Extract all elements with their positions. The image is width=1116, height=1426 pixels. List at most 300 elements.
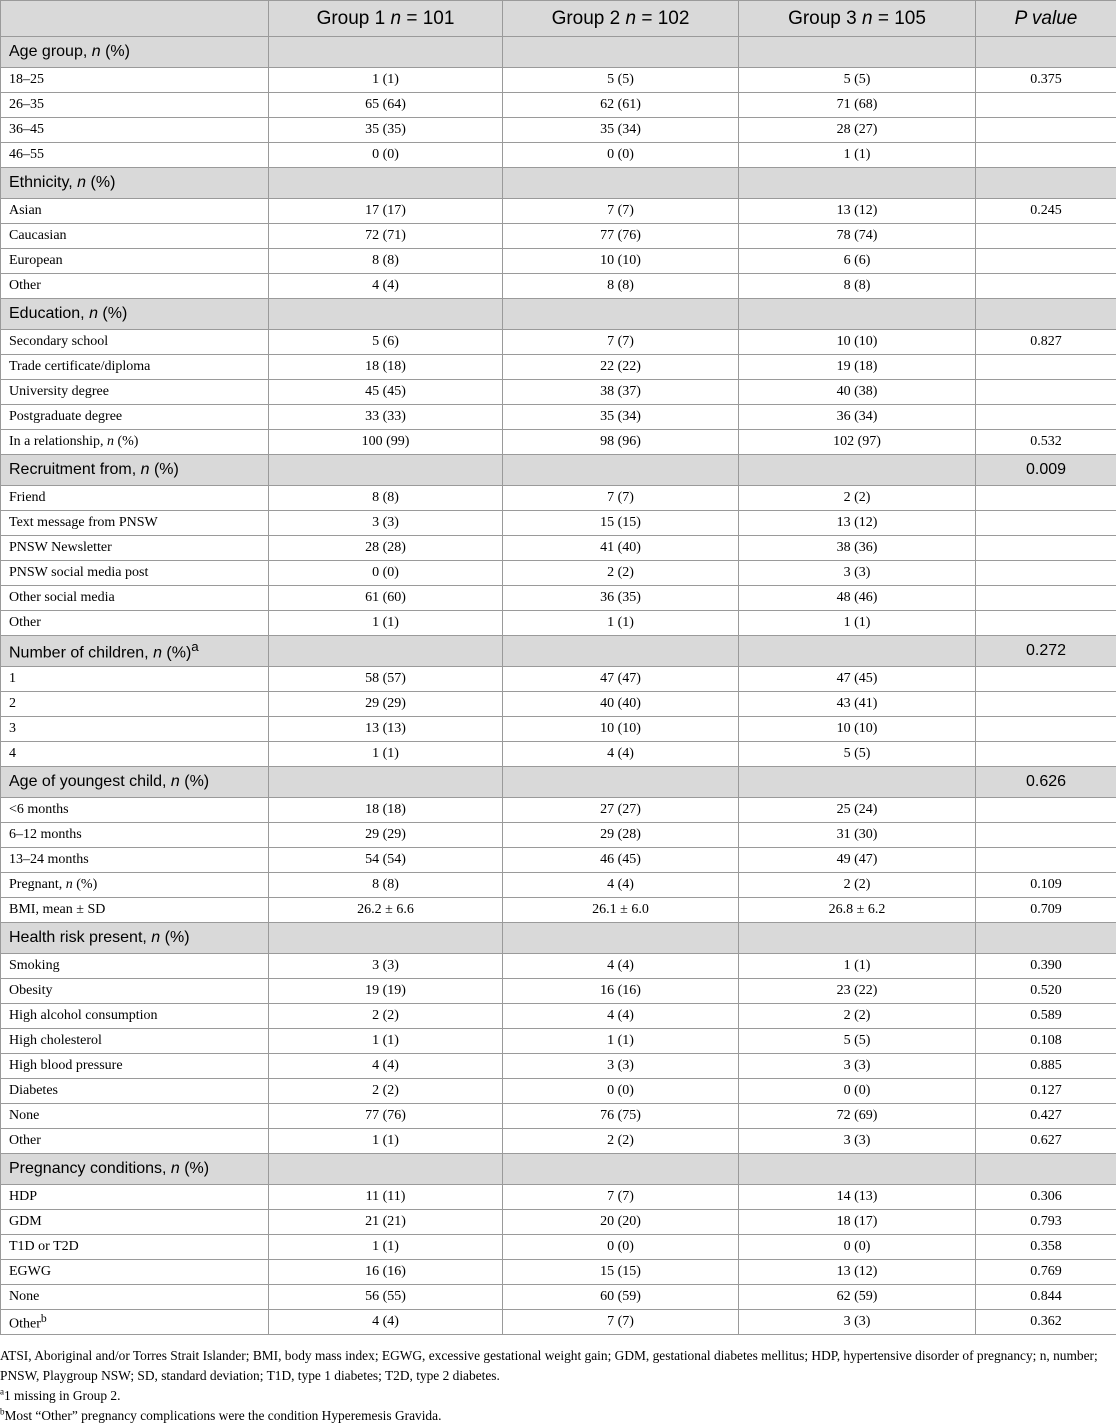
group-3-cell: 19 (18)	[739, 355, 976, 380]
row-label-text: T1D or T2D	[9, 1239, 79, 1254]
group-2-cell: 10 (10)	[503, 249, 739, 274]
group-3-cell: 0 (0)	[739, 1079, 976, 1104]
row-label-text: Other social media	[9, 590, 115, 605]
group-1-cell: 1 (1)	[269, 1029, 503, 1054]
group-3-cell: 43 (41)	[739, 692, 976, 717]
group-2-cell: 27 (27)	[503, 798, 739, 823]
group-2-cell: 4 (4)	[503, 954, 739, 979]
group-3-cell: 5 (5)	[739, 68, 976, 93]
row-label-text: Other	[9, 278, 41, 293]
row-label	[1, 1129, 269, 1154]
section-header-row	[1, 168, 1116, 199]
row-label-n: n	[66, 877, 73, 892]
group-2-cell	[503, 37, 739, 68]
group-2-cell: 1 (1)	[503, 1029, 739, 1054]
table-row	[1, 848, 1116, 873]
group-3-cell: 38 (36)	[739, 536, 976, 561]
row-label-text: Text message from PNSW	[9, 515, 158, 530]
group-1-cell: 1 (1)	[269, 742, 503, 767]
group-1-cell: 1 (1)	[269, 1129, 503, 1154]
group-2-cell	[503, 923, 739, 954]
group-1-cell	[269, 923, 503, 954]
group-1-cell: 18 (18)	[269, 355, 503, 380]
group-2-cell: 15 (15)	[503, 511, 739, 536]
row-label-text: Pregnancy conditions,	[9, 1160, 171, 1177]
p-value-cell: 0.108	[976, 1029, 1116, 1054]
row-label-text: Other	[9, 1133, 41, 1148]
group-3-cell: 3 (3)	[739, 561, 976, 586]
row-label	[1, 1310, 269, 1335]
row-label-text: 6–12 months	[9, 827, 82, 842]
table-row	[1, 68, 1116, 93]
group-1-cell: 16 (16)	[269, 1260, 503, 1285]
p-value-cell	[976, 742, 1116, 767]
group-3-cell	[739, 37, 976, 68]
row-label	[1, 954, 269, 979]
footnote-b-text: Most “Other” pregnancy complications were the condition Hyperemesis Gravida.	[5, 1408, 442, 1423]
group-1-cell: 72 (71)	[269, 224, 503, 249]
row-label	[1, 1029, 269, 1054]
row-label-text: 26–35	[9, 97, 44, 112]
row-label	[1, 299, 269, 330]
table-row	[1, 1129, 1116, 1154]
group-3-cell: 14 (13)	[739, 1185, 976, 1210]
p-value-cell: 0.827	[976, 330, 1116, 355]
group-3-cell: 40 (38)	[739, 380, 976, 405]
p-value-cell	[976, 299, 1116, 330]
row-label-text: Education,	[9, 305, 89, 322]
section-header-row	[1, 455, 1116, 486]
row-label	[1, 380, 269, 405]
row-label	[1, 405, 269, 430]
group-1-cell: 3 (3)	[269, 511, 503, 536]
footnote-a	[0, 1386, 1116, 1406]
header-p-value	[976, 1, 1116, 37]
row-label	[1, 873, 269, 898]
footnote-b	[0, 1406, 1116, 1426]
row-label-n: n	[171, 773, 180, 790]
group-2-cell: 15 (15)	[503, 1260, 739, 1285]
row-label	[1, 798, 269, 823]
group-1-cell: 29 (29)	[269, 692, 503, 717]
header-variable	[1, 1, 269, 37]
group-3-cell: 36 (34)	[739, 405, 976, 430]
row-label	[1, 667, 269, 692]
group-1-cell: 77 (76)	[269, 1104, 503, 1129]
header-row	[1, 1, 1116, 37]
row-label-n: n	[141, 461, 150, 478]
p-value-cell: 0.844	[976, 1285, 1116, 1310]
section-header-row	[1, 767, 1116, 798]
row-label-text: Number of children,	[9, 645, 153, 662]
row-label	[1, 1004, 269, 1029]
row-label-text: 46–55	[9, 147, 44, 162]
footnote-marker: a	[191, 639, 198, 654]
p-value-cell: 0.245	[976, 199, 1116, 224]
row-label	[1, 717, 269, 742]
group-3-cell: 6 (6)	[739, 249, 976, 274]
footnote-a-text: 1 missing in Group 2.	[4, 1388, 120, 1403]
group-1-cell: 8 (8)	[269, 873, 503, 898]
group-1-cell: 4 (4)	[269, 1310, 503, 1335]
row-label-n: n	[153, 645, 162, 662]
group-3-cell: 10 (10)	[739, 330, 976, 355]
table-row	[1, 561, 1116, 586]
group-3-cell: 1 (1)	[739, 143, 976, 168]
section-header-row	[1, 299, 1116, 330]
group-2-cell: 16 (16)	[503, 979, 739, 1004]
group-2-cell: 76 (75)	[503, 1104, 739, 1129]
row-label-suffix: (%)	[98, 305, 127, 322]
table-row	[1, 898, 1116, 923]
row-label-text: PNSW social media post	[9, 565, 148, 580]
group-3-cell	[739, 1154, 976, 1185]
footnote-a-mark: a	[0, 1387, 4, 1397]
row-label	[1, 168, 269, 199]
group-2-cell: 8 (8)	[503, 274, 739, 299]
row-label-text: 13–24 months	[9, 852, 89, 867]
header-group-2-n: n	[626, 8, 637, 29]
row-label	[1, 199, 269, 224]
table-row	[1, 224, 1116, 249]
row-label-n: n	[89, 305, 98, 322]
group-2-cell: 1 (1)	[503, 611, 739, 636]
group-2-cell: 2 (2)	[503, 561, 739, 586]
row-label	[1, 692, 269, 717]
group-2-cell: 60 (59)	[503, 1285, 739, 1310]
group-2-cell	[503, 636, 739, 667]
p-value-cell	[976, 536, 1116, 561]
group-2-cell: 3 (3)	[503, 1054, 739, 1079]
row-label	[1, 823, 269, 848]
row-label	[1, 586, 269, 611]
p-value-cell: 0.375	[976, 68, 1116, 93]
table-row	[1, 692, 1116, 717]
group-3-cell	[739, 767, 976, 798]
group-1-cell: 4 (4)	[269, 1054, 503, 1079]
p-value-cell: 0.627	[976, 1129, 1116, 1154]
group-3-cell: 5 (5)	[739, 742, 976, 767]
group-1-cell: 8 (8)	[269, 249, 503, 274]
row-label	[1, 249, 269, 274]
group-3-cell	[739, 168, 976, 199]
row-label-text: Ethnicity,	[9, 174, 77, 191]
row-label	[1, 1235, 269, 1260]
p-value-cell: 0.362	[976, 1310, 1116, 1335]
group-2-cell: 5 (5)	[503, 68, 739, 93]
p-value-cell	[976, 692, 1116, 717]
row-label-text: 36–45	[9, 122, 44, 137]
table-row	[1, 355, 1116, 380]
row-label-n: n	[171, 1160, 180, 1177]
row-label-text: High blood pressure	[9, 1058, 123, 1073]
group-3-cell: 3 (3)	[739, 1054, 976, 1079]
row-label-text: Other	[9, 615, 41, 630]
group-3-cell: 72 (69)	[739, 1104, 976, 1129]
row-label	[1, 68, 269, 93]
row-label-n: n	[107, 434, 114, 449]
p-value-cell	[976, 224, 1116, 249]
p-value-cell	[976, 118, 1116, 143]
row-label-text: Friend	[9, 490, 46, 505]
group-2-cell: 77 (76)	[503, 224, 739, 249]
group-1-cell: 35 (35)	[269, 118, 503, 143]
group-2-cell: 10 (10)	[503, 717, 739, 742]
row-label-text: 18–25	[9, 72, 44, 87]
group-1-cell: 61 (60)	[269, 586, 503, 611]
p-value-cell: 0.885	[976, 1054, 1116, 1079]
row-label	[1, 274, 269, 299]
row-label-suffix: (%)	[86, 174, 115, 191]
group-1-cell: 100 (99)	[269, 430, 503, 455]
p-value-cell: 0.109	[976, 873, 1116, 898]
p-value-cell: 0.709	[976, 898, 1116, 923]
p-value-cell	[976, 37, 1116, 68]
group-3-cell: 102 (97)	[739, 430, 976, 455]
table-row	[1, 380, 1116, 405]
row-label-text: Trade certificate/diploma	[9, 359, 150, 374]
group-1-cell: 8 (8)	[269, 486, 503, 511]
group-1-cell: 21 (21)	[269, 1210, 503, 1235]
group-1-cell: 26.2 ± 6.6	[269, 898, 503, 923]
group-2-cell: 35 (34)	[503, 405, 739, 430]
group-3-cell	[739, 299, 976, 330]
p-value-cell: 0.427	[976, 1104, 1116, 1129]
group-2-cell: 0 (0)	[503, 1235, 739, 1260]
table-row	[1, 1310, 1116, 1335]
row-label-suffix: (%)	[101, 43, 130, 60]
section-header-row	[1, 923, 1116, 954]
row-label-text: 1	[9, 671, 16, 686]
row-label-text: EGWG	[9, 1264, 51, 1279]
row-label	[1, 1260, 269, 1285]
p-value-cell	[976, 355, 1116, 380]
group-1-cell	[269, 37, 503, 68]
p-value-cell	[976, 923, 1116, 954]
row-label	[1, 1054, 269, 1079]
group-3-cell	[739, 455, 976, 486]
group-2-cell: 4 (4)	[503, 873, 739, 898]
group-3-cell	[739, 923, 976, 954]
header-group-1-prefix: Group 1	[317, 8, 391, 29]
group-2-cell: 98 (96)	[503, 430, 739, 455]
p-value-cell	[976, 823, 1116, 848]
row-label-text: Postgraduate degree	[9, 409, 122, 424]
group-2-cell: 4 (4)	[503, 1004, 739, 1029]
group-1-cell: 1 (1)	[269, 1235, 503, 1260]
row-label-text: PNSW Newsletter	[9, 540, 112, 555]
row-label	[1, 93, 269, 118]
p-value-cell: 0.272	[976, 636, 1116, 667]
row-label-text: High cholesterol	[9, 1033, 102, 1048]
row-label-n: n	[151, 929, 160, 946]
p-value-cell: 0.626	[976, 767, 1116, 798]
group-2-cell: 7 (7)	[503, 1185, 739, 1210]
p-value-cell: 0.769	[976, 1260, 1116, 1285]
group-1-cell: 1 (1)	[269, 611, 503, 636]
group-3-cell: 25 (24)	[739, 798, 976, 823]
group-1-cell	[269, 299, 503, 330]
group-1-cell: 45 (45)	[269, 380, 503, 405]
group-1-cell: 54 (54)	[269, 848, 503, 873]
row-label	[1, 898, 269, 923]
row-label-text: University degree	[9, 384, 109, 399]
header-group-1-n: n	[391, 8, 402, 29]
group-2-cell: 4 (4)	[503, 742, 739, 767]
group-1-cell: 13 (13)	[269, 717, 503, 742]
row-label	[1, 430, 269, 455]
row-label-text: European	[9, 253, 63, 268]
row-label	[1, 355, 269, 380]
group-1-cell: 3 (3)	[269, 954, 503, 979]
p-value-cell	[976, 586, 1116, 611]
row-label-suffix: (%)	[150, 461, 179, 478]
group-3-cell: 31 (30)	[739, 823, 976, 848]
row-label-text: 4	[9, 746, 16, 761]
table-row	[1, 667, 1116, 692]
table-row	[1, 405, 1116, 430]
group-2-cell: 7 (7)	[503, 486, 739, 511]
row-label	[1, 224, 269, 249]
row-label-text: Obesity	[9, 983, 53, 998]
group-1-cell: 2 (2)	[269, 1004, 503, 1029]
table-row	[1, 954, 1116, 979]
p-value-cell: 0.532	[976, 430, 1116, 455]
group-3-cell: 26.8 ± 6.2	[739, 898, 976, 923]
table-row	[1, 1029, 1116, 1054]
group-1-cell: 1 (1)	[269, 68, 503, 93]
p-value-cell: 0.390	[976, 954, 1116, 979]
table-row	[1, 274, 1116, 299]
group-2-cell: 46 (45)	[503, 848, 739, 873]
row-label	[1, 561, 269, 586]
header-group-3-prefix: Group 3	[788, 8, 862, 29]
table-row	[1, 1285, 1116, 1310]
p-value-cell: 0.358	[976, 1235, 1116, 1260]
group-3-cell: 48 (46)	[739, 586, 976, 611]
group-2-cell	[503, 299, 739, 330]
table-footnotes	[0, 1346, 1116, 1426]
table-row	[1, 611, 1116, 636]
row-label-text: Asian	[9, 203, 42, 218]
table-row	[1, 1185, 1116, 1210]
row-label-text: None	[9, 1289, 39, 1304]
table-row	[1, 979, 1116, 1004]
group-1-cell: 56 (55)	[269, 1285, 503, 1310]
header-group-3	[739, 1, 976, 37]
header-group-2-suffix: = 102	[636, 8, 689, 29]
group-2-cell: 38 (37)	[503, 380, 739, 405]
header-group-3-suffix: = 105	[873, 8, 926, 29]
group-3-cell: 2 (2)	[739, 486, 976, 511]
p-value-cell	[976, 249, 1116, 274]
p-value-cell: 0.306	[976, 1185, 1116, 1210]
table-row	[1, 823, 1116, 848]
table-row	[1, 511, 1116, 536]
group-3-cell: 1 (1)	[739, 954, 976, 979]
row-label-text: Age group,	[9, 43, 92, 60]
group-3-cell: 23 (22)	[739, 979, 976, 1004]
p-value-cell	[976, 405, 1116, 430]
p-value-cell	[976, 611, 1116, 636]
group-2-cell: 7 (7)	[503, 1310, 739, 1335]
group-3-cell: 13 (12)	[739, 199, 976, 224]
row-label-suffix: (%)	[180, 1160, 209, 1177]
header-group-2-prefix: Group 2	[552, 8, 626, 29]
group-2-cell: 7 (7)	[503, 330, 739, 355]
group-1-cell	[269, 455, 503, 486]
group-3-cell: 1 (1)	[739, 611, 976, 636]
group-2-cell: 29 (28)	[503, 823, 739, 848]
row-label-text: Secondary school	[9, 334, 108, 349]
row-label	[1, 1079, 269, 1104]
group-1-cell: 19 (19)	[269, 979, 503, 1004]
table-row	[1, 1004, 1116, 1029]
p-value-cell: 0.009	[976, 455, 1116, 486]
group-1-cell: 65 (64)	[269, 93, 503, 118]
p-value-cell	[976, 798, 1116, 823]
group-1-cell: 17 (17)	[269, 199, 503, 224]
table-header	[1, 1, 1116, 37]
table-row	[1, 1235, 1116, 1260]
row-label	[1, 37, 269, 68]
p-value-cell: 0.589	[976, 1004, 1116, 1029]
group-2-cell: 47 (47)	[503, 667, 739, 692]
header-group-3-n: n	[862, 8, 873, 29]
group-2-cell: 36 (35)	[503, 586, 739, 611]
table-row	[1, 742, 1116, 767]
group-3-cell: 28 (27)	[739, 118, 976, 143]
row-label-text: BMI, mean ± SD	[9, 902, 105, 917]
group-1-cell: 0 (0)	[269, 143, 503, 168]
row-label	[1, 636, 269, 667]
group-2-cell	[503, 168, 739, 199]
group-2-cell	[503, 767, 739, 798]
p-value-cell: 0.127	[976, 1079, 1116, 1104]
row-label-text: Recruitment from,	[9, 461, 141, 478]
header-group-1	[269, 1, 503, 37]
row-label	[1, 848, 269, 873]
table-row	[1, 143, 1116, 168]
row-label	[1, 742, 269, 767]
header-group-2	[503, 1, 739, 37]
row-label-suffix: (%)	[160, 929, 189, 946]
row-label-text: Diabetes	[9, 1083, 58, 1098]
section-header-row	[1, 37, 1116, 68]
group-1-cell: 29 (29)	[269, 823, 503, 848]
table-row	[1, 536, 1116, 561]
group-1-cell	[269, 767, 503, 798]
row-label-suffix: (%)	[162, 645, 191, 662]
row-label-text: Pregnant,	[9, 877, 66, 892]
p-value-cell	[976, 274, 1116, 299]
row-label-n: n	[92, 43, 101, 60]
row-label-text: None	[9, 1108, 39, 1123]
footnote-b-mark: b	[0, 1407, 5, 1417]
row-label	[1, 1104, 269, 1129]
row-label-text: Age of youngest child,	[9, 773, 171, 790]
row-label-text: High alcohol consumption	[9, 1008, 158, 1023]
group-2-cell: 7 (7)	[503, 199, 739, 224]
group-3-cell: 10 (10)	[739, 717, 976, 742]
row-label	[1, 486, 269, 511]
row-label	[1, 455, 269, 486]
table-row	[1, 330, 1116, 355]
row-label-n: n	[77, 174, 86, 191]
group-2-cell: 2 (2)	[503, 1129, 739, 1154]
group-3-cell: 3 (3)	[739, 1129, 976, 1154]
row-label-text: In a relationship,	[9, 434, 107, 449]
